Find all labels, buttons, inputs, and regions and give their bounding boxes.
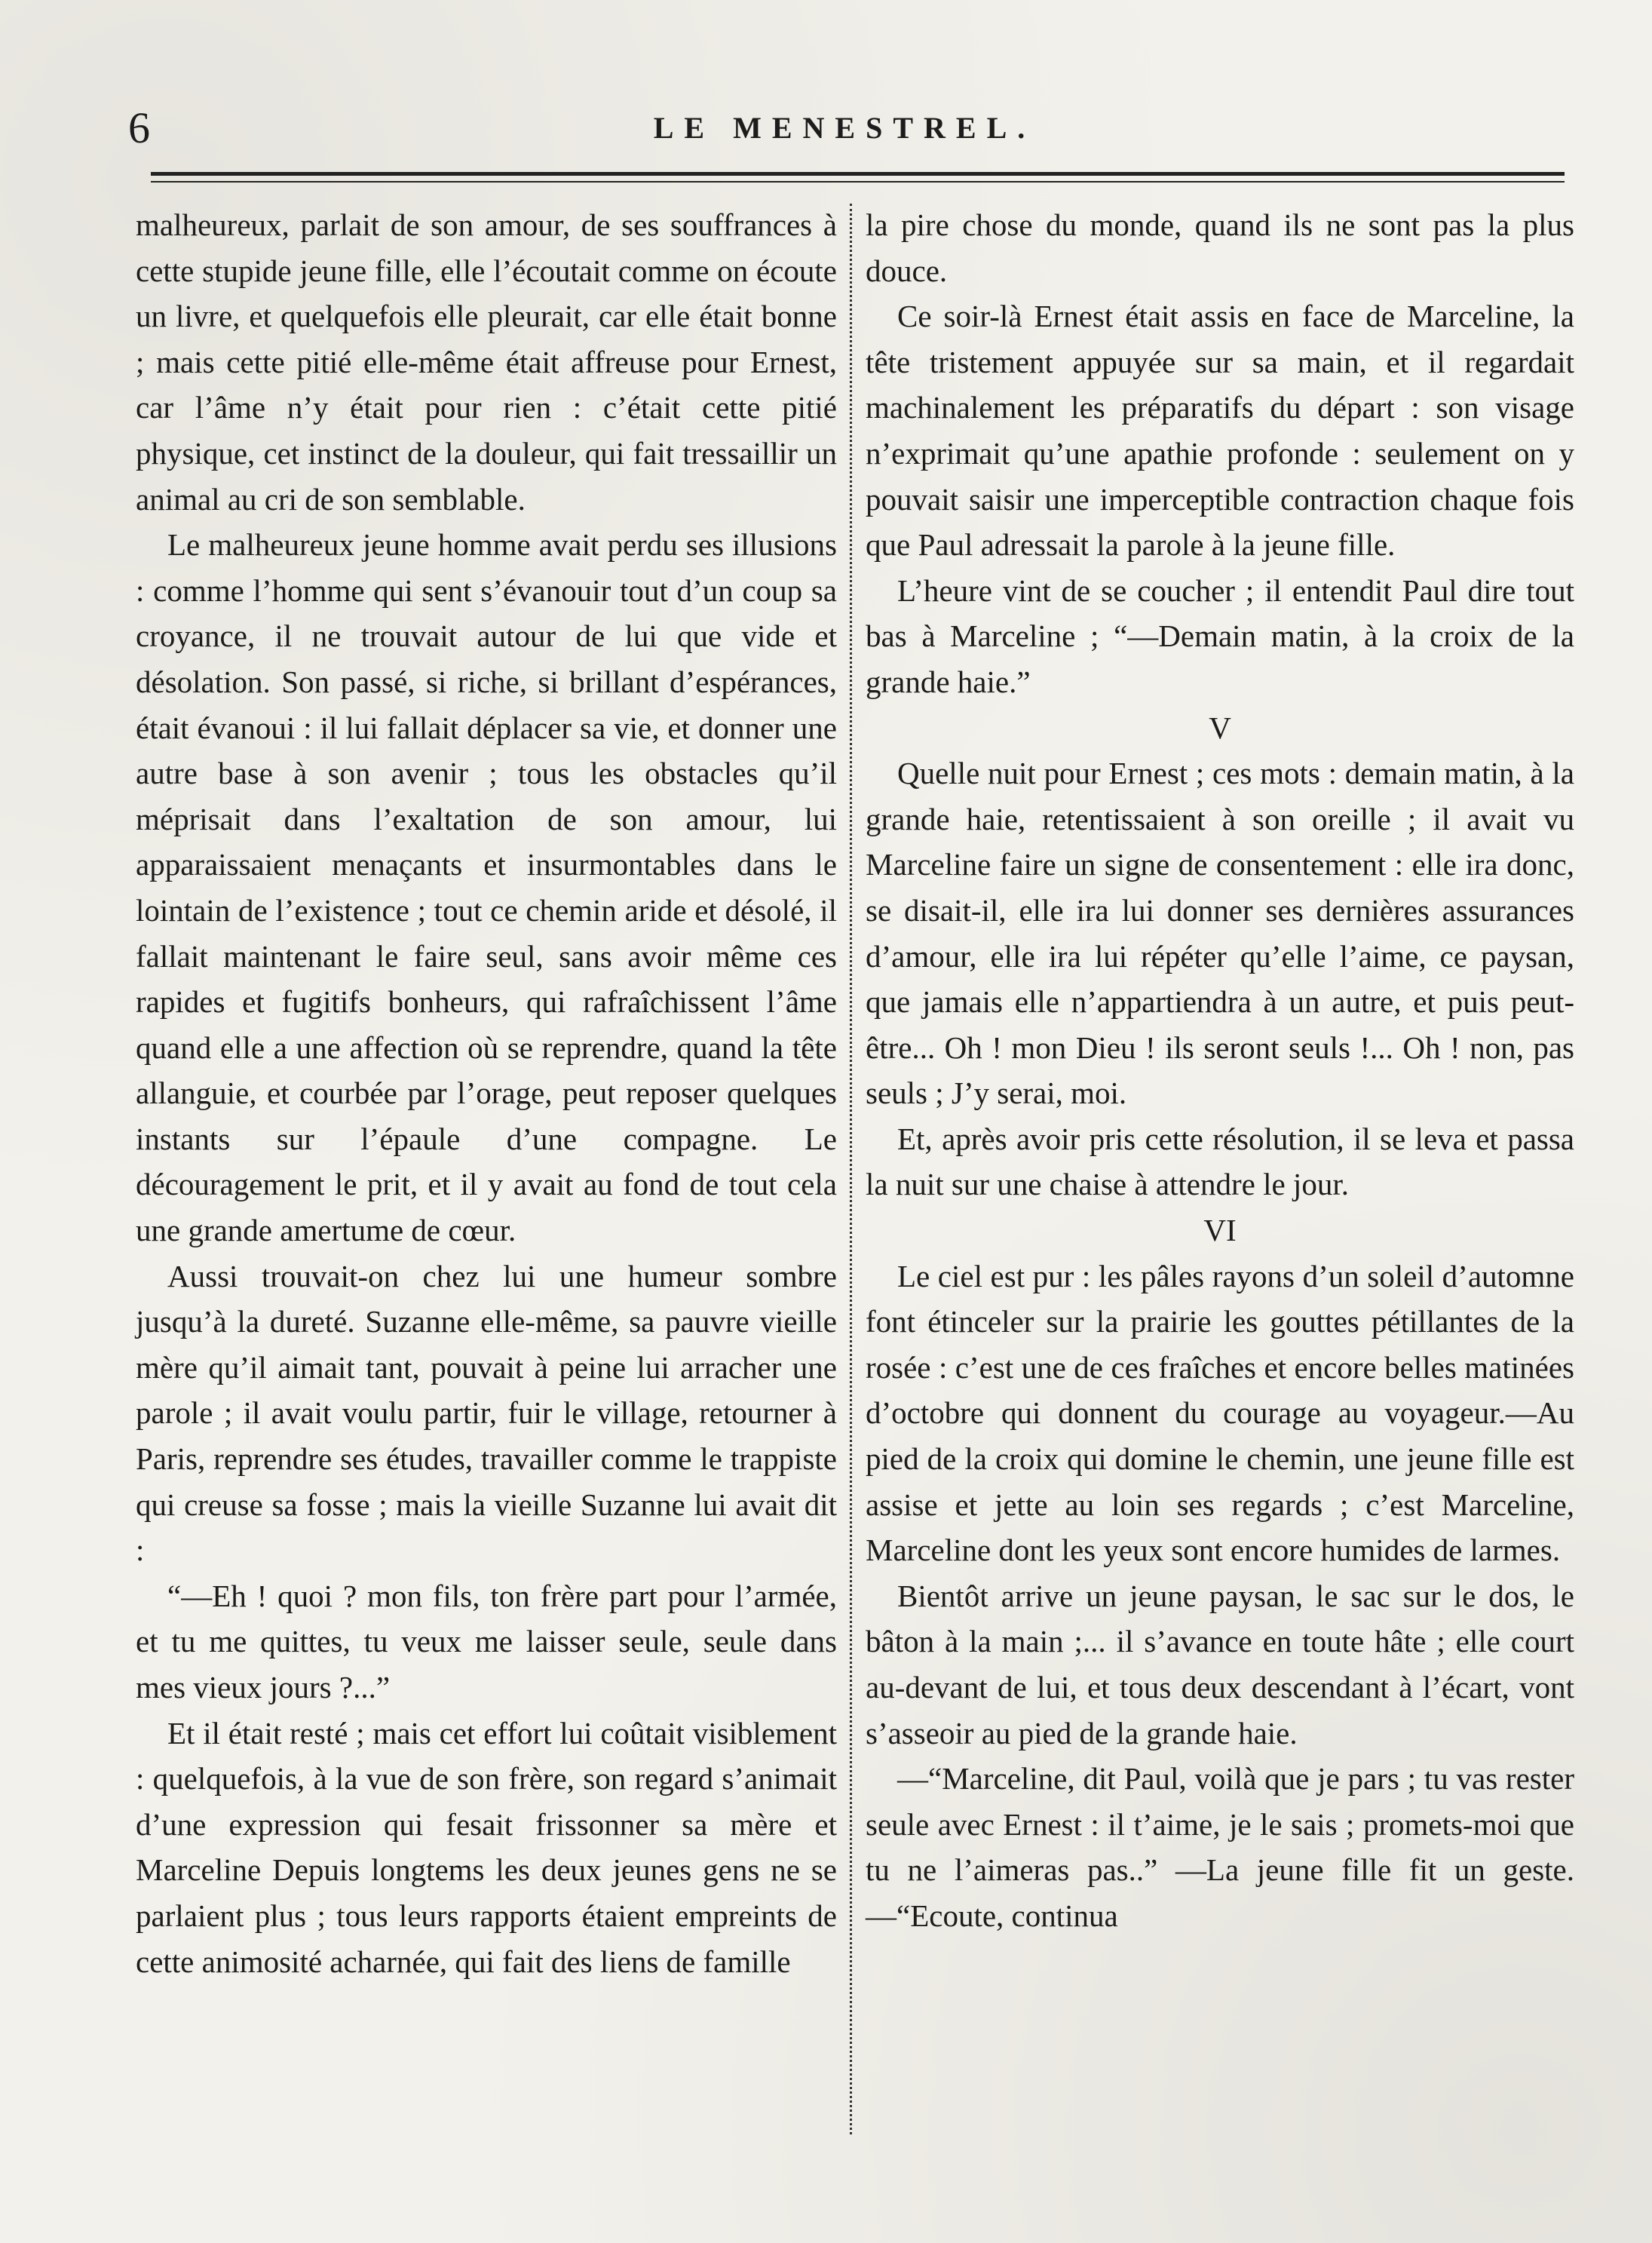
paragraph: Aussi trouvait-on chez lui une humeur sombre jusqu’à la dureté. Suzanne elle-même, sa pauvre vieille mère qu’il aimait tant, pouvait à peine lui arracher une parole ; il avait voulu partir, fuir le village, retourner à Paris, reprendre ses études, travailler comme le trappiste qui creuse sa fosse ; mais la vieille Suzanne lui avait dit :	[136, 1258, 837, 1568]
paragraph: Le malheureux jeune homme avait perdu ses illusions : comme l’homme qui sent s’évanouir tout d’un coup sa croyance, il ne trouvait autour de lui que vide et désolation. Son passé, si riche, si brillant d’espérances, était évanoui : il lui fallait déplacer sa vie, et donner une autre base à son avenir ; tous les obstacles qu’il méprisait dans l’exaltation de son amour, lui apparaissaient menaçants et insurmontables dans le lointain de l’existence ; tout ce chemin aride et désolé, il fallait maintenant le faire seul, sans avoir même ces rapides et fugitifs bonheurs, qui rafraîchissent l’âme quand elle a une affection où se reprendre, quand la tête allanguie, et courbée par l’orage, peut reposer quelques instants sur l’épaule d’une compagne. Le découragement le prit, et il y avait au fond de tout cela une grande amertume de cœur.	[136, 527, 837, 1248]
header-rule-thick	[151, 172, 1565, 176]
paragraph: Le ciel est pur : les pâles rayons d’un soleil d’automne font étinceler sur la prairie les gouttes pétillantes de la rosée : c’est une de ces fraîches et encore belles matinées d’octobre qui donnent du courage au voyageur.—Au pied de la croix qui domine le chemin, une jeune fille est assise et jette au loin ses regards ; c’est Marceline, Marceline dont les yeux sont encore humides de larmes.	[866, 1258, 1574, 1568]
paragraph: Ce soir-là Ernest était assis en face de Marceline, la tête tristement appuyée sur sa main, et il regardait machinalement les préparatifs du départ : son visage n’exprimait qu’une apathie profonde : seulement on y pouvait saisir une imperceptible contraction chaque fois que Paul adressait la parole à la jeune fille.	[866, 299, 1574, 563]
paragraph: la pire chose du monde, quand ils ne sont pas la plus douce.	[866, 207, 1574, 288]
journal-title: LE MENESTREL.	[653, 111, 1036, 145]
column-divider	[850, 204, 852, 2134]
left-column	[136, 202, 837, 1984]
paragraph: Et il était resté ; mais cet effort lui coûtait visiblement : quelquefois, à la vue de son frère, son regard s’animait d’une expression qui fesait frissonner sa mère et Marceline Depuis longtems les deux jeunes gens ne se parlaient plus ; tous leurs rapports étaient empreints de cette animosité acharnée, qui fait des liens de famille	[136, 1715, 837, 1979]
section-heading-v: V	[1209, 710, 1231, 745]
paragraph: Bientôt arrive un jeune paysan, le sac sur le dos, le bâton à la main ;... il s’avance en toute hâte ; elle court au-devant de lui, et tous deux descendant à l’écart, vont s’asseoir au pied de la grande haie.	[866, 1578, 1574, 1751]
paragraph: Quelle nuit pour Ernest ; ces mots : demain matin, à la grande haie, retentissaient à son oreille ; il avait vu Marceline faire un signe de consentement : elle ira donc, se disait-il, elle ira lui donner ses dernières assurances d’amour, elle ira lui répéter qu’elle l’aime, ce paysan, que jamais elle n’appartiendra à un autre, et puis peut-être... Oh ! mon Dieu ! ils seront seuls !... Oh ! non, pas seuls ; J’y serai, moi.	[866, 756, 1574, 1111]
section-heading-vi: VI	[1203, 1213, 1237, 1248]
header-rule-thin	[151, 181, 1565, 183]
page-header	[128, 98, 1561, 158]
paragraph: L’heure vint de se coucher ; il entendit Paul dire tout bas à Marceline ; “—Demain matin, à la croix de la grande haie.”	[866, 572, 1574, 699]
page-number: 6	[128, 103, 150, 152]
right-column	[866, 202, 1574, 1939]
paragraph: “—Eh ! quoi ? mon fils, ton frère part pour l’armée, et tu me quittes, tu veux me laisser seule, seule dans mes vieux jours ?...”	[136, 1578, 837, 1704]
paragraph: —“Marceline, dit Paul, voilà que je pars ; tu vas rester seule avec Ernest : il t’aime, je le sais ; promets-moi que tu ne l’aimeras pas..” —La jeune fille fit un geste.—“Ecoute, continua	[866, 1761, 1574, 1933]
paragraph: Et, après avoir pris cette résolution, il se leva et passa la nuit sur une chaise à attendre le jour.	[866, 1121, 1574, 1202]
paragraph: malheureux, parlait de son amour, de ses souffrances à cette stupide jeune fille, elle l’écoutait comme on écoute un livre, et quelquefois elle pleurait, car elle était bonne ; mais cette pitié elle-même était affreuse pour Ernest, car l’âme n’y était pour rien : c’était cette pitié physique, cet instinct de la douleur, qui fait tressaillir un animal au cri de son semblable.	[136, 207, 837, 517]
